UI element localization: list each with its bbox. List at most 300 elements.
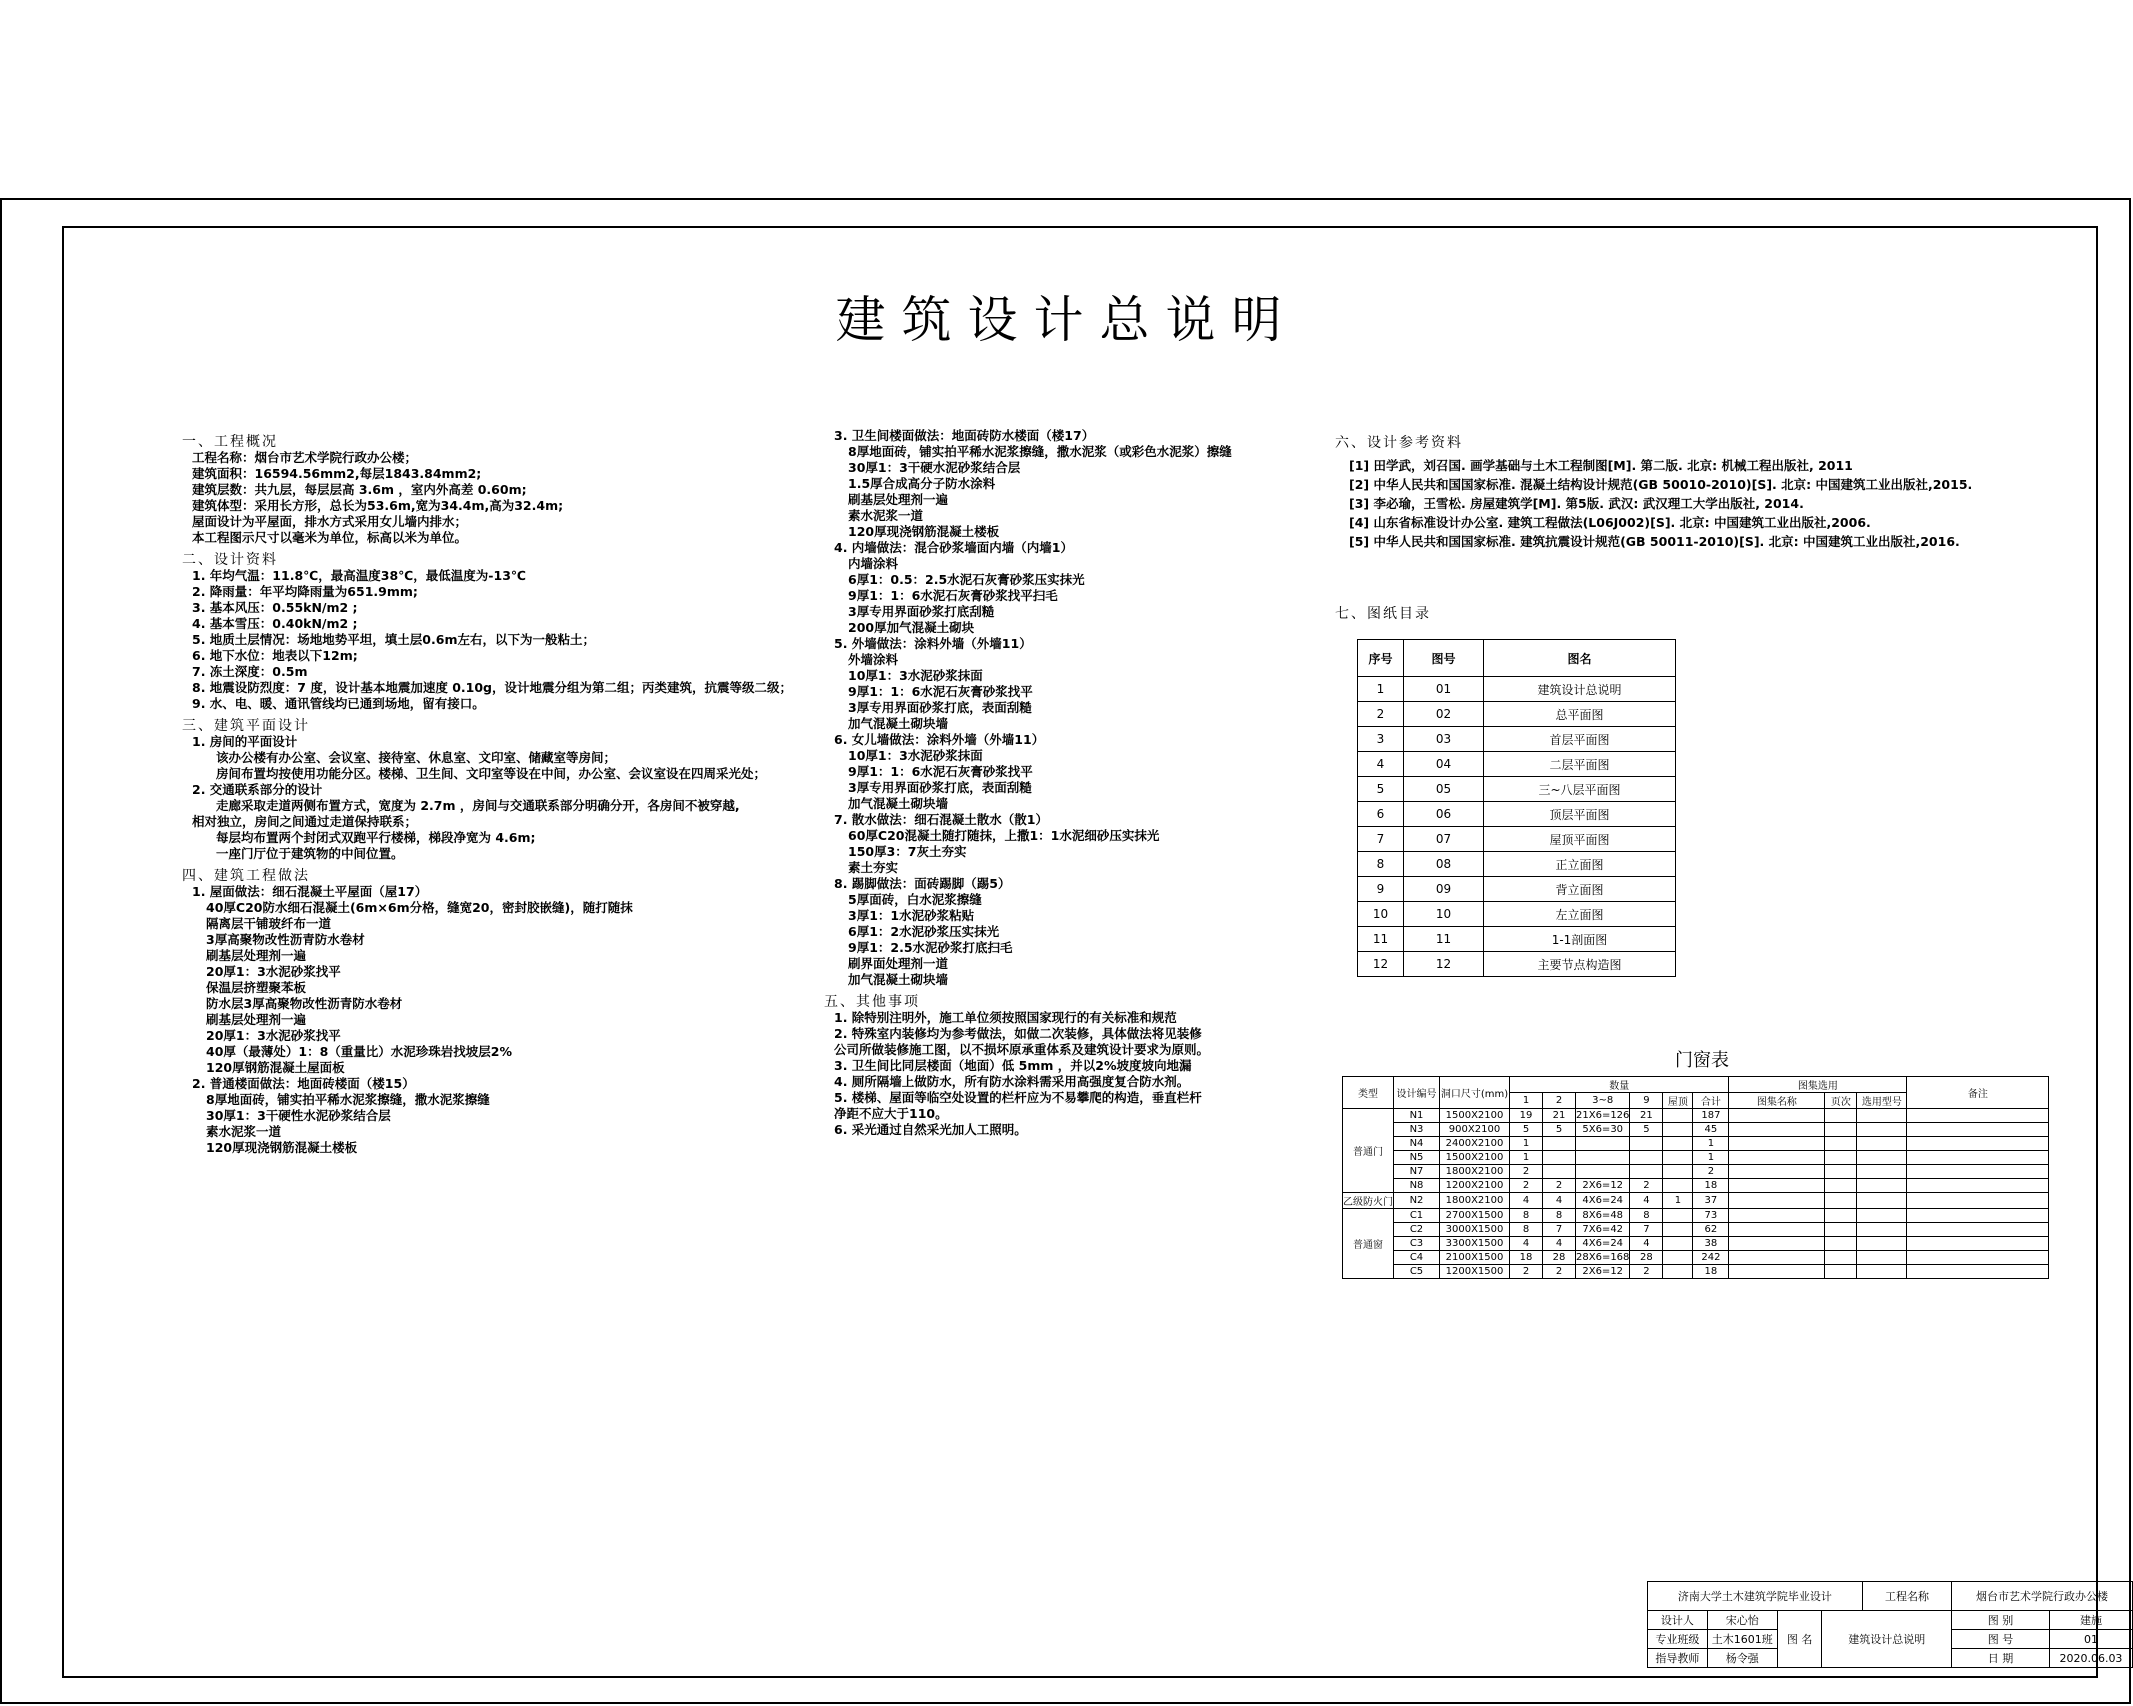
table-cell: 11 <box>1404 927 1484 952</box>
empty-cell <box>1825 1179 1857 1193</box>
note-line: 6. 地下水位：地表以下12m; <box>192 648 358 663</box>
note-line: 150厚3：7灰土夯实 <box>848 844 967 859</box>
note-line: 素土夯实 <box>848 860 899 875</box>
empty-cell <box>1729 1251 1825 1265</box>
note-line: 刷基层处理剂一遍 <box>848 492 949 507</box>
count-subheader: 3~8 <box>1576 1093 1630 1109</box>
empty-cell <box>1729 1151 1825 1165</box>
table-cell: 242 <box>1693 1251 1729 1265</box>
table-row <box>1343 1251 2049 1265</box>
note-line: 每层均布置两个封闭式双跑平行楼梯，梯段净宽为 4.6m; <box>216 830 536 845</box>
note-line: 5. 外墙做法：涂料外墙（外墙11） <box>834 636 1032 651</box>
table-row <box>1358 727 1676 752</box>
class-name: 土木1601班 <box>1707 1630 1777 1649</box>
table-cell: 顶层平面图 <box>1484 802 1676 827</box>
table-cell: 38 <box>1693 1237 1729 1251</box>
col-atlas-group: 图集选用 <box>1729 1077 1907 1093</box>
table-row <box>1358 802 1676 827</box>
note-line: 20厚1：3水泥砂浆找平 <box>206 964 341 979</box>
note-line: 保温层挤塑聚苯板 <box>206 980 307 995</box>
note-line: 7. 冻土深度：0.5m <box>192 664 308 679</box>
section-heading: 四、建筑工程做法 <box>182 868 310 884</box>
empty-cell <box>1825 1223 1857 1237</box>
table-cell: 1200X1500 <box>1440 1265 1510 1279</box>
table-cell: N8 <box>1394 1179 1440 1193</box>
empty-cell <box>1857 1265 1907 1279</box>
note-line: 8厚地面砖，铺实拍平稀水泥浆擦缝，撒水泥浆擦缝 <box>206 1092 490 1107</box>
note-line: 4. 厕所隔墙上做防水，所有防水涂料需采用高强度复合防水剂。 <box>834 1074 1190 1089</box>
table-cell: 2 <box>1510 1265 1543 1279</box>
note-line: 120厚现浇钢筋混凝土楼板 <box>206 1140 358 1155</box>
note-line: 5. 楼梯、屋面等临空处设置的栏杆应为不易攀爬的构造，垂直栏杆 <box>834 1090 1202 1105</box>
table-cell: N1 <box>1394 1109 1440 1123</box>
reference-item: [2] 中华人民共和国国家标准. 混凝土结构设计规范(GB 50010-2010)[S]. 北京: 中国建筑工业出版社,2015. <box>1349 477 1973 492</box>
door-window-table-title: 门窗表 <box>1675 1050 1729 1071</box>
count-subheader: 9 <box>1630 1093 1663 1109</box>
drawing-index-table <box>1357 639 1676 977</box>
table-cell: 9 <box>1358 877 1404 902</box>
advisor-name: 杨令强 <box>1707 1649 1777 1668</box>
table-cell: 12 <box>1358 952 1404 977</box>
note-line: 素水泥浆一道 <box>206 1124 282 1139</box>
note-line: 7. 散水做法：细石混凝土散水（散1） <box>834 812 1048 827</box>
door-window-table <box>1342 1076 2049 1279</box>
empty-cell <box>1857 1165 1907 1179</box>
table-cell: 1-1剖面图 <box>1484 927 1676 952</box>
table-cell: 背立面图 <box>1484 877 1676 902</box>
note-line: 公司所做装修施工图，以不损坏原承重体系及建筑设计要求为原则。 <box>834 1042 1210 1057</box>
table-cell: 2 <box>1543 1265 1576 1279</box>
table-cell: N2 <box>1394 1193 1440 1209</box>
note-line: 9厚1：1：6水泥石灰膏砂浆找平扫毛 <box>848 588 1058 603</box>
note-line: 内墙涂料 <box>848 556 899 571</box>
group-type-cell: 普通窗 <box>1343 1209 1394 1279</box>
reference-item: [5] 中华人民共和国国家标准. 建筑抗震设计规范(GB 50011-2010)[S]. 北京: 中国建筑工业出版社,2016. <box>1349 534 1960 549</box>
note-line: 刷界面处理剂一道 <box>848 956 949 971</box>
table-cell: 21 <box>1543 1109 1576 1123</box>
table-cell: 2 <box>1630 1265 1663 1279</box>
table-cell: 8 <box>1510 1209 1543 1223</box>
note-line: 本工程图示尺寸以毫米为单位，标高以米为单位。 <box>192 530 468 545</box>
note-line: 1. 年均气温：11.8℃，最高温度38℃，最低温度为-13℃ <box>192 568 527 583</box>
table-cell: 03 <box>1404 727 1484 752</box>
table-row <box>1343 1109 2049 1123</box>
atlas-subheader: 选用型号 <box>1857 1093 1907 1109</box>
table-cell: 05 <box>1404 777 1484 802</box>
table-cell: 6 <box>1358 802 1404 827</box>
table-cell: 2 <box>1693 1165 1729 1179</box>
table-cell: 06 <box>1404 802 1484 827</box>
table-cell: 1 <box>1693 1137 1729 1151</box>
table-cell: 1 <box>1693 1151 1729 1165</box>
table-cell: 总平面图 <box>1484 702 1676 727</box>
note-line: 3. 卫生间比同层楼面（地面）低 5mm ，并以2%坡度坡向地漏 <box>834 1058 1192 1073</box>
table-cell: 2700X1500 <box>1440 1209 1510 1223</box>
note-line: 隔离层干铺玻纤布一道 <box>206 916 332 931</box>
note-line: 2. 降雨量：年平均降雨量为651.9mm; <box>192 584 418 599</box>
table-cell: 左立面图 <box>1484 902 1676 927</box>
table-cell: 2 <box>1630 1179 1663 1193</box>
table-cell: 187 <box>1693 1109 1729 1123</box>
note-line: 3厚高聚物改性沥青防水卷材 <box>206 932 365 947</box>
table-cell: 21 <box>1630 1109 1663 1123</box>
note-line: 加气混凝土砌块墙 <box>848 716 949 731</box>
table-cell: 1 <box>1358 677 1404 702</box>
empty-cell <box>1825 1237 1857 1251</box>
note-line: 3. 卫生间楼面做法：地面砖防水楼面（楼17） <box>834 428 1095 443</box>
table-row <box>1343 1193 2049 1209</box>
empty-cell <box>1729 1237 1825 1251</box>
table-cell: 建筑设计总说明 <box>1484 677 1676 702</box>
empty-cell <box>1729 1265 1825 1279</box>
table-cell <box>1630 1165 1663 1179</box>
table-cell: C5 <box>1394 1265 1440 1279</box>
note-line: 素水泥浆一道 <box>848 508 924 523</box>
note-line: 5厚面砖，白水泥浆擦缝 <box>848 892 982 907</box>
table-cell: 正立面图 <box>1484 852 1676 877</box>
note-line: 120厚钢筋混凝土屋面板 <box>206 1060 345 1075</box>
references-list <box>1349 456 1972 551</box>
table-cell <box>1663 1109 1693 1123</box>
table-row <box>1343 1209 2049 1223</box>
empty-cell <box>1729 1209 1825 1223</box>
empty-cell <box>1729 1165 1825 1179</box>
table-cell: 3300X1500 <box>1440 1237 1510 1251</box>
table-row <box>1358 827 1676 852</box>
note-line: 10厚1：3水泥砂浆抹面 <box>848 748 983 763</box>
table-row <box>1358 752 1676 777</box>
col-code: 设计编号 <box>1394 1077 1440 1109</box>
table-cell <box>1543 1165 1576 1179</box>
note-line: 2. 普通楼面做法：地面砖楼面（楼15） <box>192 1076 415 1091</box>
table-row <box>1358 927 1676 952</box>
note-line: 20厚1：3水泥砂浆找平 <box>206 1028 341 1043</box>
table-cell: 09 <box>1404 877 1484 902</box>
table-cell: 12 <box>1404 952 1484 977</box>
empty-cell <box>1907 1151 2049 1165</box>
table-cell: 10 <box>1404 902 1484 927</box>
table-cell <box>1576 1151 1630 1165</box>
table-cell: 1800X2100 <box>1440 1193 1510 1209</box>
table-row <box>1343 1165 2049 1179</box>
empty-cell <box>1907 1237 2049 1251</box>
table-cell: 4 <box>1543 1237 1576 1251</box>
table-cell <box>1663 1151 1693 1165</box>
section-heading: 二、设计资料 <box>182 552 278 568</box>
note-line: 相对独立，房间之间通过走道保持联系； <box>192 814 418 829</box>
table-cell: N5 <box>1394 1151 1440 1165</box>
count-subheader: 2 <box>1543 1093 1576 1109</box>
empty-cell <box>1825 1193 1857 1209</box>
drawing-number-label: 图 号 <box>1952 1630 2050 1649</box>
empty-cell <box>1907 1137 2049 1151</box>
table-row <box>1343 1123 2049 1137</box>
table-cell <box>1663 1237 1693 1251</box>
note-line: 40厚（最薄处）1：8（重量比）水泥珍珠岩找坡层2% <box>206 1044 513 1059</box>
table-cell: 07 <box>1404 827 1484 852</box>
section-heading: 五、其他事项 <box>824 994 920 1010</box>
table-cell: 3000X1500 <box>1440 1223 1510 1237</box>
atlas-subheader: 图集名称 <box>1729 1093 1825 1109</box>
note-line: 3厚专用界面砂浆打底，表面刮糙 <box>848 700 1032 715</box>
drawing-number: 01 <box>2049 1630 2132 1649</box>
table-cell: 04 <box>1404 752 1484 777</box>
table-cell: 73 <box>1693 1209 1729 1223</box>
note-line: 走廊采取走道两侧布置方式，宽度为 2.7m ，房间与交通联系部分明确分开，各房间不被穿越, <box>216 798 740 813</box>
empty-cell <box>1825 1265 1857 1279</box>
group-type-cell: 普通门 <box>1343 1109 1394 1193</box>
empty-cell <box>1907 1179 2049 1193</box>
table-cell: 4X6=24 <box>1576 1193 1630 1209</box>
table-cell <box>1663 1251 1693 1265</box>
table-cell <box>1663 1265 1693 1279</box>
empty-cell <box>1907 1265 2049 1279</box>
note-line: 30厚1：3干硬性水泥砂浆结合层 <box>206 1108 391 1123</box>
note-line: 9厚1：1：6水泥石灰膏砂浆找平 <box>848 764 1033 779</box>
note-line: 1. 屋面做法：细石混凝土平屋面（屋17） <box>192 884 428 899</box>
table-cell: 4 <box>1510 1193 1543 1209</box>
note-line: 9厚1：2.5水泥砂浆打底扫毛 <box>848 940 1013 955</box>
empty-cell <box>1825 1123 1857 1137</box>
page-title: 建筑设计总说明 <box>835 291 1298 349</box>
table-cell: 主要节点构造图 <box>1484 952 1676 977</box>
table-cell: 1 <box>1510 1137 1543 1151</box>
empty-cell <box>1729 1123 1825 1137</box>
table-cell: 01 <box>1404 677 1484 702</box>
table-row <box>1343 1223 2049 1237</box>
note-line: 2. 交通联系部分的设计 <box>192 782 323 797</box>
table-cell: 1800X2100 <box>1440 1165 1510 1179</box>
table-cell: 5 <box>1358 777 1404 802</box>
note-line: 防水层3厚高聚物改性沥青防水卷材 <box>206 996 403 1011</box>
designer-name: 宋心怡 <box>1707 1611 1777 1630</box>
note-line: 加气混凝土砌块墙 <box>848 796 949 811</box>
col-note: 备注 <box>1907 1077 2049 1109</box>
empty-cell <box>1857 1223 1907 1237</box>
count-subheader: 1 <box>1510 1093 1543 1109</box>
note-line: 60厚C20混凝土随打随抹，上撒1：1水泥细砂压实抹光 <box>848 828 1160 843</box>
note-line: 9. 水、电、暖、通讯管线均已通到场地，留有接口。 <box>192 696 485 711</box>
note-line: 建筑体型：采用长方形，总长为53.6m,宽为34.4m,高为32.4m; <box>192 498 564 513</box>
table-cell: 18 <box>1693 1265 1729 1279</box>
note-line: 5. 地质土层情况：场地地势平坦，填土层0.6m左右，以下为一般粘土； <box>192 632 595 647</box>
drawing-category: 建施 <box>2049 1611 2132 1630</box>
table-cell: 8 <box>1543 1209 1576 1223</box>
title-block <box>1647 1581 2133 1668</box>
table-cell: 62 <box>1693 1223 1729 1237</box>
table-cell: 2 <box>1543 1179 1576 1193</box>
table-cell: 45 <box>1693 1123 1729 1137</box>
note-line: 3. 基本风压：0.55kN/m2 ; <box>192 600 358 615</box>
note-line: 刷基层处理剂一遍 <box>206 1012 307 1027</box>
table-cell: 900X2100 <box>1440 1123 1510 1137</box>
table-cell: 2 <box>1510 1165 1543 1179</box>
empty-cell <box>1857 1209 1907 1223</box>
note-line: 工程名称：烟台市艺术学院行政办公楼； <box>192 450 418 465</box>
table-cell: 28 <box>1630 1251 1663 1265</box>
note-line: 该办公楼有办公室、会议室、接待室、休息室、文印室、储藏室等房间； <box>216 750 617 765</box>
table-cell: 18 <box>1510 1251 1543 1265</box>
reference-item: [1] 田学武，刘召国. 画学基础与土木工程制图[M]. 第二版. 北京: 机械工程出版社, 2011 <box>1349 458 1853 473</box>
table-cell: 7X6=42 <box>1576 1223 1630 1237</box>
reference-item: [3] 李必瑜，王雪松. 房屋建筑学[M]. 第5版. 武汉: 武汉理工大学出版社, 2014. <box>1349 496 1804 511</box>
empty-cell <box>1857 1179 1907 1193</box>
empty-cell <box>1907 1223 2049 1237</box>
atlas-subheader: 页次 <box>1825 1093 1857 1109</box>
table-cell <box>1543 1151 1576 1165</box>
table-cell: 4 <box>1630 1193 1663 1209</box>
empty-cell <box>1857 1193 1907 1209</box>
class-label: 专业班级 <box>1648 1630 1708 1649</box>
empty-cell <box>1825 1151 1857 1165</box>
table-cell <box>1630 1151 1663 1165</box>
drawing-category-label: 图 别 <box>1952 1611 2050 1630</box>
empty-cell <box>1857 1151 1907 1165</box>
table-cell: 二层平面图 <box>1484 752 1676 777</box>
note-line: 9厚1：1：6水泥石灰膏砂浆找平 <box>848 684 1033 699</box>
table-row <box>1343 1151 2049 1165</box>
table-cell: 8 <box>1630 1209 1663 1223</box>
reference-item: [4] 山东省标准设计办公室. 建筑工程做法(L06J002)[S]. 北京: 中国建筑工业出版社,2006. <box>1349 515 1871 530</box>
table-cell: 1200X2100 <box>1440 1179 1510 1193</box>
note-line: 房间布置均按使用功能分区。楼梯、卫生间、文印室等设在中间，办公室、会议室设在四周采光处； <box>216 766 767 781</box>
count-subheader: 屋顶 <box>1663 1093 1693 1109</box>
table-cell <box>1663 1209 1693 1223</box>
table-cell: N3 <box>1394 1123 1440 1137</box>
group-type-cell: 乙级防火门 <box>1343 1193 1394 1209</box>
note-line: 6厚1：2水泥砂浆压实抹光 <box>848 924 1000 939</box>
table-cell: 18 <box>1693 1179 1729 1193</box>
note-line: 8厚地面砖，铺实拍平稀水泥浆擦缝，撒水泥浆（或彩色水泥浆）擦缝 <box>848 444 1232 459</box>
drawing-name-label: 图 名 <box>1777 1611 1822 1668</box>
table-cell: 2 <box>1358 702 1404 727</box>
note-line: 8. 地震设防烈度：7 度，设计基本地震加速度 0.10g，设计地震分组为第二组；丙类建筑，抗震等级二级； <box>192 680 792 695</box>
note-line: 刷基层处理剂一遍 <box>206 948 307 963</box>
empty-cell <box>1907 1165 2049 1179</box>
table-row <box>1343 1265 2049 1279</box>
note-line: 1. 除特别注明外，施工单位须按照国家现行的有关标准和规范 <box>834 1010 1177 1025</box>
empty-cell <box>1825 1251 1857 1265</box>
empty-cell <box>1857 1123 1907 1137</box>
section-heading: 三、建筑平面设计 <box>182 718 310 734</box>
table-cell: 2 <box>1510 1179 1543 1193</box>
table-cell: 8X6=48 <box>1576 1209 1630 1223</box>
table-row <box>1358 702 1676 727</box>
note-line: 净距不应大于110。 <box>834 1106 948 1121</box>
table-cell: N4 <box>1394 1137 1440 1151</box>
note-line: 3厚1：1水泥砂浆粘贴 <box>848 908 975 923</box>
table-cell: 8 <box>1358 852 1404 877</box>
table-row <box>1358 777 1676 802</box>
table-cell: 7 <box>1358 827 1404 852</box>
empty-cell <box>1729 1193 1825 1209</box>
empty-cell <box>1825 1137 1857 1151</box>
project-name: 烟台市艺术学院行政办公楼 <box>1952 1582 2133 1611</box>
drawing-index-heading: 七、图纸目录 <box>1335 606 1431 622</box>
date-value: 2020.06.03 <box>2049 1649 2132 1668</box>
table-cell: 1 <box>1663 1193 1693 1209</box>
note-line: 6厚1：0.5：2.5水泥石灰膏砂浆压实抹光 <box>848 572 1085 587</box>
school-name: 济南大学土木建筑学院毕业设计 <box>1648 1582 1863 1611</box>
empty-cell <box>1857 1251 1907 1265</box>
empty-cell <box>1907 1193 2049 1209</box>
designer-label: 设计人 <box>1648 1611 1708 1630</box>
empty-cell <box>1729 1137 1825 1151</box>
table-row <box>1343 1179 2049 1193</box>
table-cell: 19 <box>1510 1109 1543 1123</box>
empty-cell <box>1907 1209 2049 1223</box>
table-cell: N7 <box>1394 1165 1440 1179</box>
table-cell: 3 <box>1358 727 1404 752</box>
table-row <box>1358 677 1676 702</box>
table-cell: 10 <box>1358 902 1404 927</box>
table-cell: 11 <box>1358 927 1404 952</box>
col-size: 洞口尺寸(mm) <box>1440 1077 1510 1109</box>
table-cell: 4 <box>1358 752 1404 777</box>
empty-cell <box>1825 1165 1857 1179</box>
table-cell: C1 <box>1394 1209 1440 1223</box>
note-line: 建筑层数：共九层，每层层高 3.6m ，室内外高差 0.60m; <box>192 482 527 497</box>
empty-cell <box>1857 1109 1907 1123</box>
table-row <box>1343 1237 2049 1251</box>
note-line: 2. 特殊室内装修均为参考做法，如做二次装修，具体做法将见装修 <box>834 1026 1202 1041</box>
section-heading: 一、工程概况 <box>182 434 278 450</box>
table-cell: 1500X2100 <box>1440 1151 1510 1165</box>
empty-cell <box>1857 1137 1907 1151</box>
table-cell: 5X6=30 <box>1576 1123 1630 1137</box>
col-type: 类型 <box>1343 1077 1394 1109</box>
table-cell: 1500X2100 <box>1440 1109 1510 1123</box>
note-line: 3厚专用界面砂浆打底刮糙 <box>848 604 995 619</box>
col-header-number: 图号 <box>1404 640 1484 677</box>
col-header-name: 图名 <box>1484 640 1676 677</box>
table-cell: 28X6=168 <box>1576 1252 1630 1263</box>
table-cell: 4 <box>1630 1237 1663 1251</box>
table-cell <box>1576 1165 1630 1179</box>
table-row <box>1358 902 1676 927</box>
empty-cell <box>1857 1237 1907 1251</box>
note-line: 1.5厚合成高分子防水涂料 <box>848 476 996 491</box>
note-line: 30厚1：3干硬水泥砂浆结合层 <box>848 460 1021 475</box>
table-cell: 5 <box>1630 1123 1663 1137</box>
note-line: 6. 女儿墙做法：涂料外墙（外墙11） <box>834 732 1045 747</box>
note-line: 200厚加气混凝土砌块 <box>848 620 975 635</box>
project-label: 工程名称 <box>1862 1582 1951 1611</box>
table-cell: 4 <box>1510 1237 1543 1251</box>
table-cell <box>1663 1137 1693 1151</box>
note-line: 3厚专用界面砂浆打底，表面刮糙 <box>848 780 1032 795</box>
empty-cell <box>1729 1223 1825 1237</box>
table-cell: 2100X1500 <box>1440 1251 1510 1265</box>
table-row <box>1358 877 1676 902</box>
empty-cell <box>1907 1123 2049 1137</box>
note-line: 4. 基本雪压：0.40kN/m2 ; <box>192 616 358 631</box>
table-cell <box>1663 1179 1693 1193</box>
table-cell: 8 <box>1510 1223 1543 1237</box>
table-cell: 首层平面图 <box>1484 727 1676 752</box>
note-line: 加气混凝土砌块墙 <box>848 972 949 987</box>
advisor-label: 指导教师 <box>1648 1649 1708 1668</box>
col-count-group: 数量 <box>1510 1077 1729 1093</box>
references-heading: 六、设计参考资料 <box>1335 435 1463 451</box>
table-cell <box>1663 1165 1693 1179</box>
note-line: 6. 采光通过自然采光加人工照明。 <box>834 1122 1027 1137</box>
note-line: 建筑面积：16594.56mm2,每层1843.84mm2; <box>192 466 482 481</box>
note-line: 10厚1：3水泥砂浆抹面 <box>848 668 983 683</box>
note-line: 8. 踢脚做法：面砖踢脚（踢5） <box>834 876 1011 891</box>
note-line: 40厚C20防水细石混凝土(6m×6m分格，缝宽20，密封胶嵌缝)，随打随抹 <box>206 900 633 915</box>
date-label: 日 期 <box>1952 1649 2050 1668</box>
